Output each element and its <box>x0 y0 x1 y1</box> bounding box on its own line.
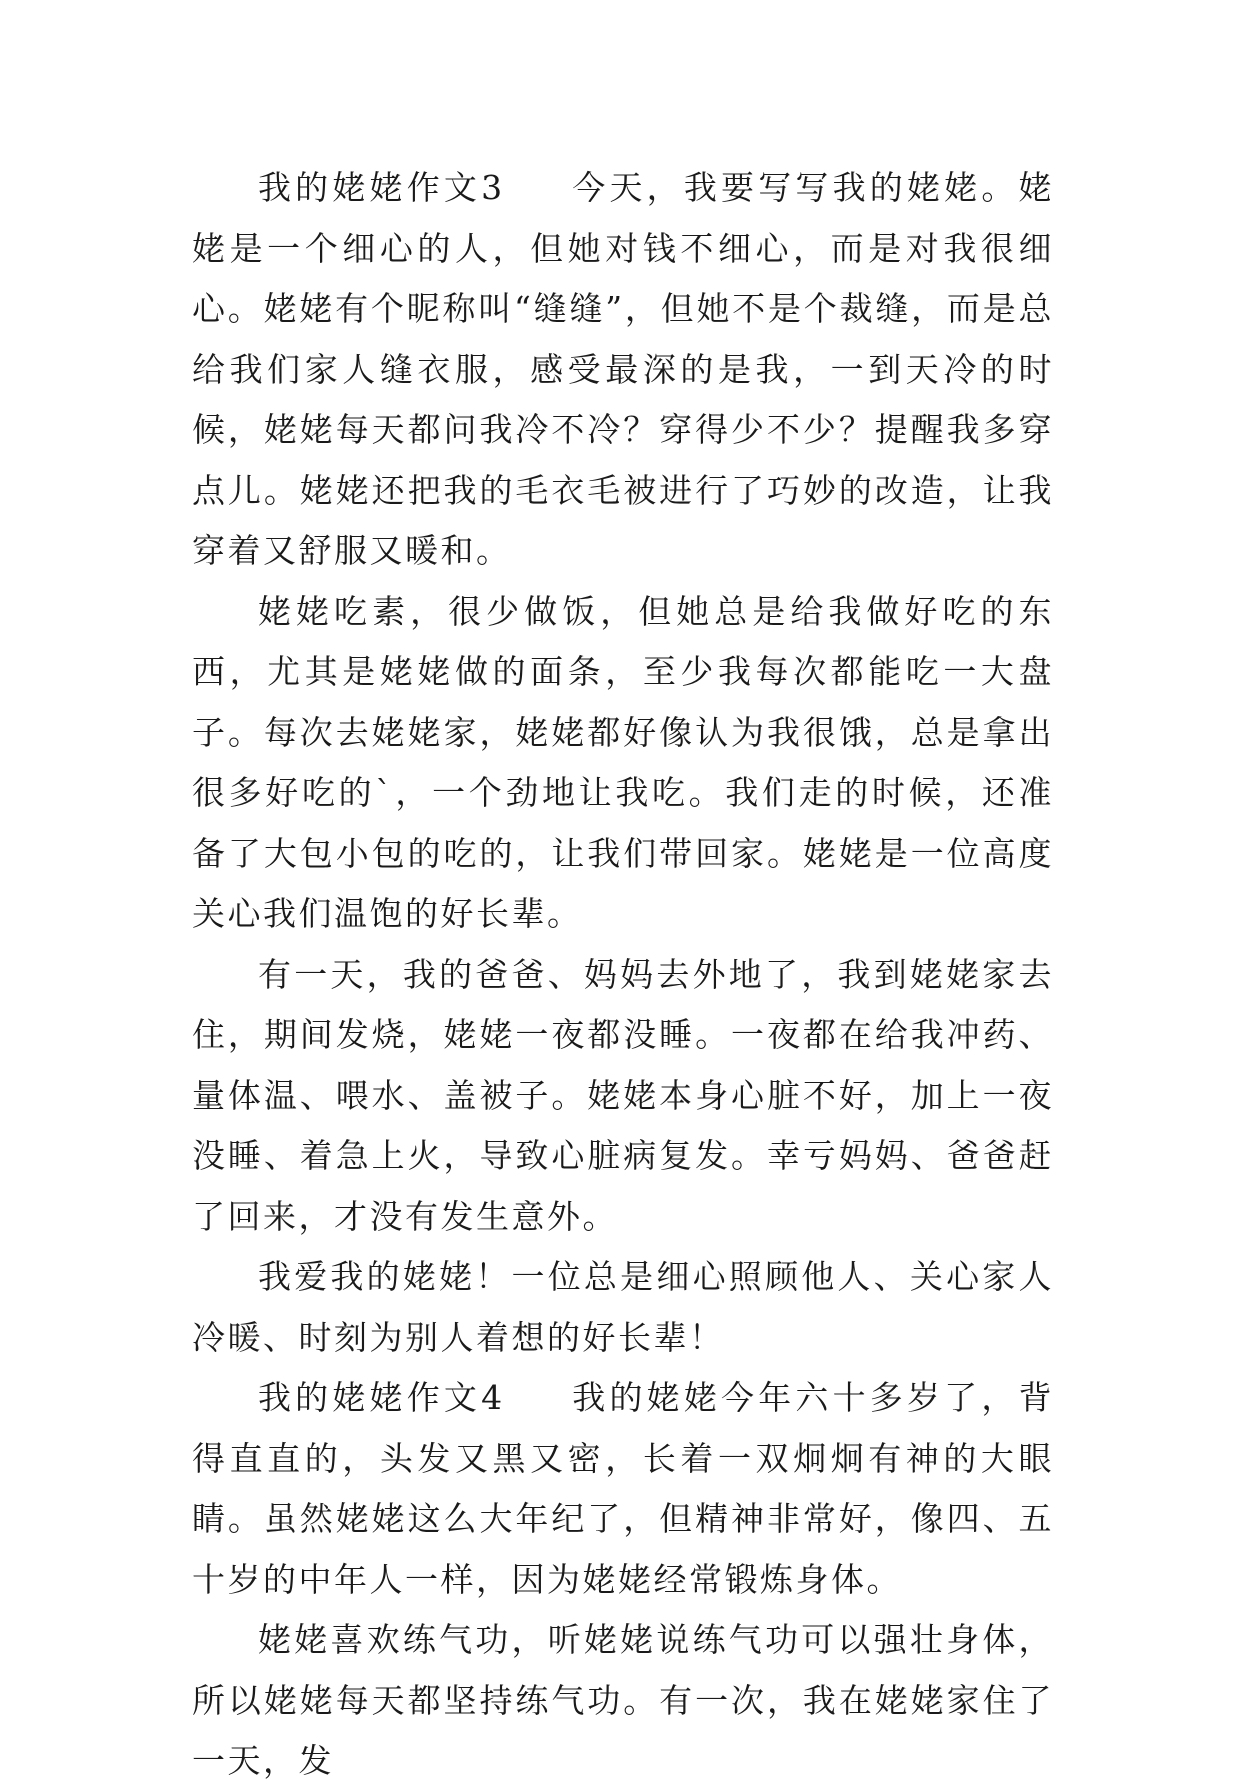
paragraph-3 <box>192 945 1054 1248</box>
paragraph-2-text: 姥姥吃素，很少做饭，但她总是给我做好吃的东西，尤其是姥姥做的面条，至少我每次都能吃一大盘子。每次去姥姥家，姥姥都好像认为我很饿，总是拿出很多好吃的`，一个劲地让我吃。我们走的时候，还准备了大包小包的吃的，让我们带回家。姥姥是一位高度关心我们温饱的好长辈。 <box>192 591 1054 933</box>
paragraph-1 <box>192 158 1054 582</box>
paragraph-1-text: 今天，我要写写我的姥姥。姥姥是一个细心的人，但她对钱不细心，而是对我很细心。姥姥有个昵称叫“缝缝”，但她不是个裁缝，而是总给我们家人缝衣服，感受最深的是我，一到天冷的时候，姥姥每天都问我冷不冷？穿得少不少？提醒我多穿点儿。姥姥还把我的毛衣毛被进行了巧妙的改造，让我穿着又舒服又暖和。 <box>192 168 1055 570</box>
paragraph-5 <box>192 1368 1054 1610</box>
paragraph-6 <box>192 1610 1054 1792</box>
paragraph-4-text: 我爱我的姥姥！一位总是细心照顾他人、关心家人冷暖、时刻为别人着想的好长辈！ <box>192 1257 1054 1357</box>
paragraph-3-text: 有一天，我的爸爸、妈妈去外地了，我到姥姥家去住，期间发烧，姥姥一夜都没睡。一夜都在给我冲药、量体温、喂水、盖被子。姥姥本身心脏不好，加上一夜没睡、着急上火，导致心脏病复发。幸亏妈妈、爸爸赶了回来，才没有发生意外。 <box>192 954 1054 1236</box>
essay-title-4: 我的姥姥作文4 <box>258 1378 505 1417</box>
paragraph-4 <box>192 1247 1054 1368</box>
paragraph-6-text: 姥姥喜欢练气功，听姥姥说练气功可以强壮身体，所以姥姥每天都坚持练气功。有一次，我在姥姥家住了一天，发 <box>192 1620 1054 1780</box>
essay-title-3: 我的姥姥作文3 <box>258 168 505 207</box>
essay-body <box>192 158 1054 1792</box>
paragraph-2 <box>192 582 1054 945</box>
paragraph-5-text: 我的姥姥今年六十多岁了，背得直直的，头发又黑又密，长着一双炯炯有神的大眼睛。虽然姥姥这么大年纪了，但精神非常好，像四、五十岁的中年人一样，因为姥姥经常锻炼身体。 <box>192 1378 1055 1599</box>
